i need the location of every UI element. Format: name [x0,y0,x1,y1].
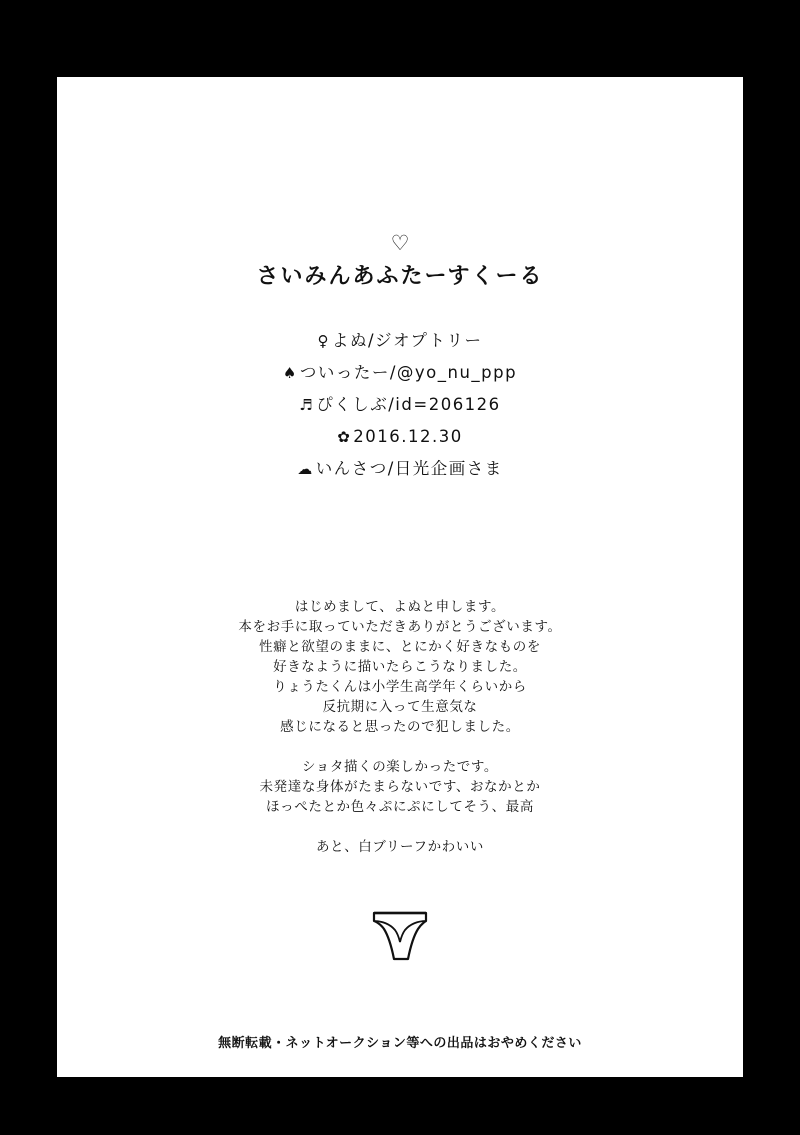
credit-line-date [57,421,743,453]
credit-text-date: 2016.12.30 [353,427,463,446]
credit-line-printer [57,453,743,485]
credit-line-twitter [57,357,743,389]
afterword-line: 未発達な身体がたまらないです、おなかとか [259,779,541,795]
credit-text-printer: いんさつ/日光企画さま [315,459,503,478]
credit-text-circle: よぬ/ジオプトリー [331,331,483,350]
page-title: さいみんあふたーすくーる [256,264,544,289]
credit-mark-circle: ♀ [317,332,330,350]
afterword-line: りょうたくんは小学生高学年くらいから [273,679,527,695]
heart-ornament: ♡ [390,232,410,255]
afterword-line: 性癖と欲望のままに、とにかく好きなものを [259,639,541,655]
afterword-line: 感じになると思ったので犯しました。 [280,719,520,735]
colophon [57,77,743,1077]
credit-mark-twitter: ♠ [282,364,298,382]
page-paper [57,77,743,1077]
afterword-block [57,597,743,877]
credit-mark-pixiv: ♬ [299,396,315,414]
afterword-paragraph [57,837,743,857]
afterword-line: はじめまして、よぬと申します。 [294,599,506,615]
afterword-line: ショタ描くの楽しかったです。 [301,759,499,775]
afterword-line: 好きなように描いたらこうなりました。 [273,659,527,675]
afterword-line: 本をお手に取っていただきありがとうございます。 [238,619,562,635]
credit-mark-date: ✿ [337,428,352,446]
afterword-paragraph [57,757,743,817]
afterword-line: あと、白ブリーフかわいい [316,839,484,855]
afterword-line: 反抗期に入って生意気な [322,699,478,715]
copyright-notice: 無断転載・ネットオークション等への出品はおやめください [218,1036,582,1051]
credit-line-circle [57,325,743,357]
credits-block [57,325,743,485]
credit-mark-printer: ☁ [297,460,314,478]
credit-text-twitter: ついったー/@yo_nu_ppp [299,363,518,382]
afterword-paragraph [57,597,743,737]
briefs-icon [57,907,743,965]
credit-line-pixiv [57,389,743,421]
credit-text-pixiv: ぴくしぶ/id=206126 [316,395,501,414]
afterword-line: ほっぺたとか色々ぷにぷにしてそう、最高 [266,799,534,815]
